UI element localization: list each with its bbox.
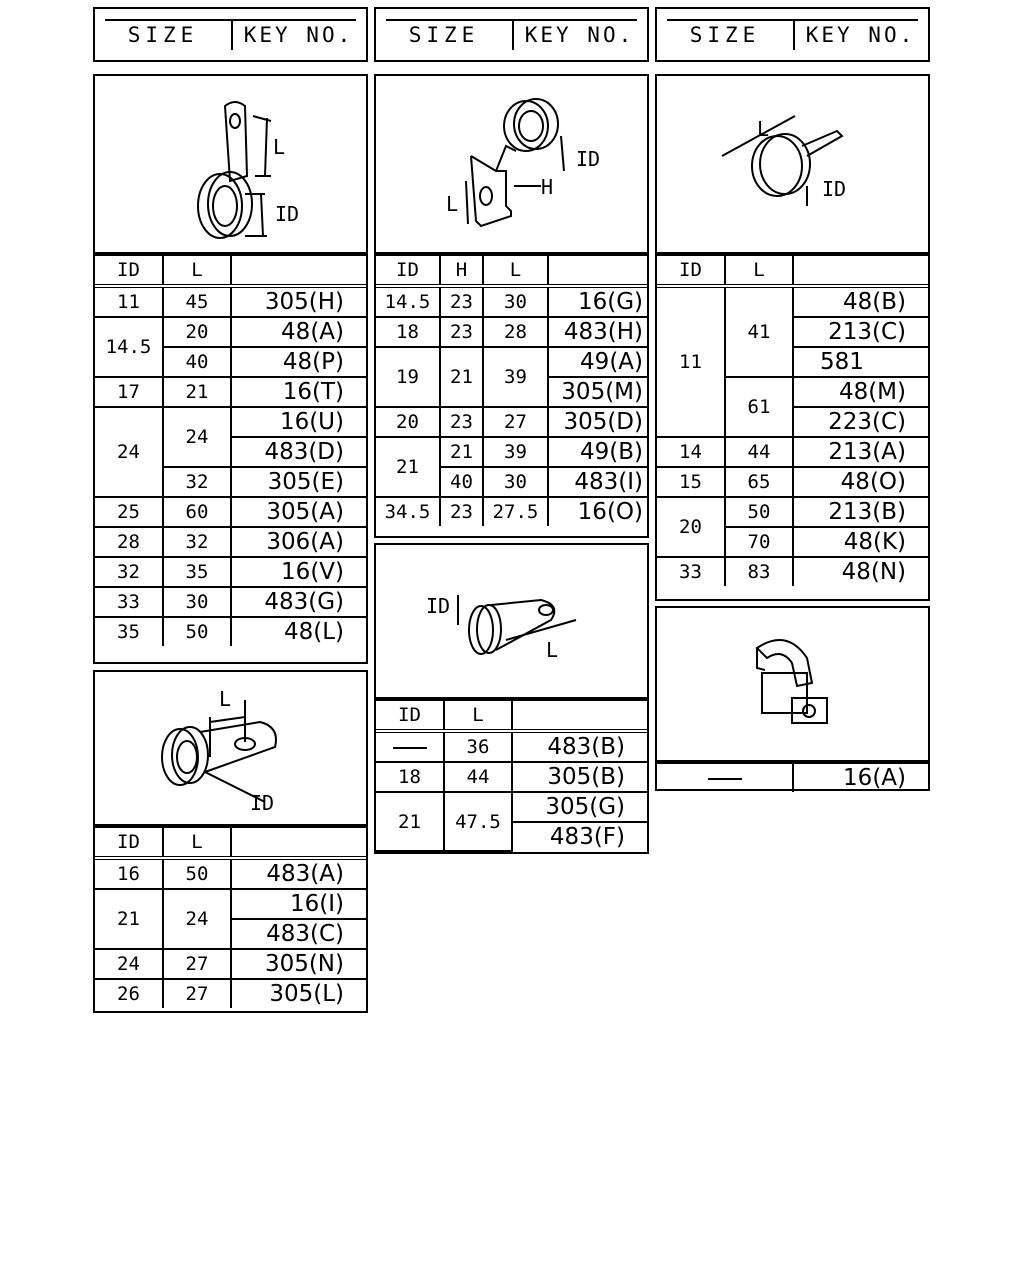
clamp-bracket-drawing — [376, 76, 647, 254]
key-label: KEY NO. — [243, 23, 354, 47]
key-no: 48(K) — [793, 527, 928, 557]
clamp-bracket-icon — [376, 76, 647, 252]
table-cell: 28 — [483, 317, 548, 347]
table-cell: 32 — [163, 467, 231, 497]
key-no: 49(B) — [548, 437, 647, 467]
table-cell: 32 — [95, 557, 163, 587]
col-l: L — [725, 255, 793, 286]
table-cell: 50 — [163, 617, 231, 646]
key-no: 305(A) — [231, 497, 366, 527]
key-no: 483(A) — [231, 858, 366, 889]
key-no: 483(B) — [512, 731, 647, 762]
table-cell: 19 — [376, 347, 440, 407]
table-5 — [376, 699, 647, 852]
col-id: ID — [376, 700, 444, 731]
col-key — [231, 827, 366, 858]
table-cell: 27 — [163, 949, 231, 979]
key-no: 48(N) — [793, 557, 928, 586]
table-cell: 23 — [440, 286, 483, 317]
clamp-band-drawing — [657, 76, 928, 254]
col-l: L — [163, 827, 231, 858]
key-no: 223(C) — [793, 407, 928, 437]
table-cell: 35 — [95, 617, 163, 646]
key-no: 16(V) — [231, 557, 366, 587]
panel-clamp-eye — [93, 670, 368, 1013]
dim-id: ID — [275, 202, 300, 226]
clamp-band-icon — [657, 76, 928, 252]
table-cell: 16 — [95, 858, 163, 889]
table-cell: 45 — [163, 286, 231, 317]
table-cell: 21 — [95, 889, 163, 949]
col-id: ID — [95, 827, 163, 858]
key-no: 483(I) — [548, 467, 647, 497]
table-cell: 30 — [163, 587, 231, 617]
table-cell: 24 — [163, 889, 231, 949]
table-cell: 25 — [95, 497, 163, 527]
table-cell: 24 — [163, 407, 231, 467]
table-cell: 33 — [657, 557, 725, 586]
clamp-tab-icon — [95, 76, 366, 252]
table-cell: 30 — [483, 467, 548, 497]
key-no: 48(B) — [793, 286, 928, 317]
col-key — [548, 255, 647, 286]
clamp-loop-drawing — [376, 545, 647, 699]
key-no: 16(A) — [793, 763, 928, 792]
header-box-3 — [655, 7, 930, 62]
dim-id: ID — [250, 791, 275, 815]
table-cell: 27.5 — [483, 497, 548, 526]
key-no: 305(M) — [548, 377, 647, 407]
table-cell: 61 — [725, 377, 793, 437]
clamp-eye-drawing — [95, 672, 366, 826]
key-no: 305(L) — [231, 979, 366, 1008]
table-cell: 23 — [440, 407, 483, 437]
table-cell: 70 — [725, 527, 793, 557]
dim-id: ID — [576, 147, 601, 171]
key-no: 306(A) — [231, 527, 366, 557]
table-cell: 33 — [95, 587, 163, 617]
dim-l: L — [757, 117, 770, 141]
col-id: ID — [376, 255, 440, 286]
table-cell: 14 — [657, 437, 725, 467]
dim-l: L — [446, 192, 459, 216]
size-label: SIZE — [689, 23, 761, 47]
key-no: 213(B) — [793, 497, 928, 527]
table-cell: 18 — [376, 762, 444, 792]
table-cell: 40 — [440, 467, 483, 497]
table-2 — [376, 254, 647, 526]
col-id: ID — [657, 255, 725, 286]
key-no: 16(U) — [231, 407, 366, 437]
col-l: L — [444, 700, 512, 731]
table-cell: 14.5 — [376, 286, 440, 317]
table-cell: 50 — [163, 858, 231, 889]
table-cell: 26 — [95, 979, 163, 1008]
clip-connector-icon — [657, 608, 928, 760]
dash-cell — [657, 763, 793, 792]
table-cell: 15 — [657, 467, 725, 497]
key-no: 213(C) — [793, 317, 928, 347]
key-no: 483(G) — [231, 587, 366, 617]
clamp-loop-icon — [376, 545, 647, 697]
panel-clamp-band — [655, 74, 930, 601]
table-cell: 24 — [95, 407, 163, 497]
key-no: 213(A) — [793, 437, 928, 467]
table-6 — [657, 762, 928, 792]
table-cell: 14.5 — [95, 317, 163, 377]
key-no: 48(M) — [793, 377, 928, 407]
dash-cell — [376, 731, 444, 762]
col-key — [231, 255, 366, 286]
key-no: 48(O) — [793, 467, 928, 497]
key-label: KEY NO. — [805, 23, 916, 47]
dim-id: ID — [822, 177, 847, 201]
key-no: 305(B) — [512, 762, 647, 792]
col-key — [793, 255, 928, 286]
key-no: 16(T) — [231, 377, 366, 407]
table-cell: 21 — [440, 437, 483, 467]
dim-l: L — [546, 638, 559, 662]
table-cell: 34.5 — [376, 497, 440, 526]
table-1 — [95, 254, 366, 646]
key-no: 16(G) — [548, 286, 647, 317]
table-cell: 28 — [95, 527, 163, 557]
size-label: SIZE — [408, 23, 480, 47]
table-cell: 20 — [376, 407, 440, 437]
col-id: ID — [95, 255, 163, 286]
table-cell: 23 — [440, 497, 483, 526]
table-cell: 27 — [483, 407, 548, 437]
table-cell: 40 — [163, 347, 231, 377]
table-4 — [95, 826, 366, 1008]
table-cell: 11 — [657, 286, 725, 437]
table-cell: 39 — [483, 437, 548, 467]
panel-clamp-tab — [93, 74, 368, 664]
table-cell: 23 — [440, 317, 483, 347]
clamp-eye-icon — [95, 672, 366, 824]
col-h: H — [440, 255, 483, 286]
table-cell: 44 — [444, 762, 512, 792]
key-no: 48(A) — [231, 317, 366, 347]
key-no: 483(C) — [231, 919, 366, 949]
table-cell: 32 — [163, 527, 231, 557]
key-no: 16(I) — [231, 889, 366, 919]
table-cell: 44 — [725, 437, 793, 467]
table-cell: 11 — [95, 286, 163, 317]
key-no: 483(D) — [231, 437, 366, 467]
key-no: 581 — [793, 347, 928, 377]
table-cell: 41 — [725, 286, 793, 377]
table-cell: 27 — [163, 979, 231, 1008]
key-no: 16(O) — [548, 497, 647, 526]
key-no: 483(F) — [512, 822, 647, 851]
table-cell: 83 — [725, 557, 793, 586]
table-cell: 65 — [725, 467, 793, 497]
header-box-2 — [374, 7, 649, 62]
table-cell: 24 — [95, 949, 163, 979]
col-key — [512, 700, 647, 731]
key-no: 483(H) — [548, 317, 647, 347]
table-cell: 21 — [376, 792, 444, 851]
dim-id: ID — [426, 594, 451, 618]
key-no: 49(A) — [548, 347, 647, 377]
table-cell: 21 — [440, 347, 483, 407]
col-l: L — [163, 255, 231, 286]
key-no: 305(D) — [548, 407, 647, 437]
table-cell: 60 — [163, 497, 231, 527]
table-cell: 47.5 — [444, 792, 512, 851]
table-cell: 20 — [657, 497, 725, 557]
table-cell: 21 — [163, 377, 231, 407]
col-l: L — [483, 255, 548, 286]
panel-clamp-loop — [374, 543, 649, 854]
panel-clamp-bracket — [374, 74, 649, 538]
key-no: 305(N) — [231, 949, 366, 979]
table-cell: 36 — [444, 731, 512, 762]
key-no: 48(P) — [231, 347, 366, 377]
table-cell: 17 — [95, 377, 163, 407]
panel-clip-connector — [655, 606, 930, 791]
dim-h: H — [541, 175, 554, 199]
table-cell: 21 — [376, 437, 440, 497]
table-cell: 35 — [163, 557, 231, 587]
size-label: SIZE — [127, 23, 199, 47]
table-cell: 39 — [483, 347, 548, 407]
key-no: 48(L) — [231, 617, 366, 646]
key-label: KEY NO. — [524, 23, 635, 47]
table-cell: 30 — [483, 286, 548, 317]
table-3 — [657, 254, 928, 586]
header-box-1 — [93, 7, 368, 62]
clip-connector-drawing — [657, 608, 928, 762]
dim-l: L — [273, 135, 286, 159]
table-cell: 18 — [376, 317, 440, 347]
table-cell: 20 — [163, 317, 231, 347]
table-cell: 50 — [725, 497, 793, 527]
key-no: 305(H) — [231, 286, 366, 317]
key-no: 305(E) — [231, 467, 366, 497]
dim-l: L — [219, 687, 232, 711]
key-no: 305(G) — [512, 792, 647, 822]
clamp-tab-drawing — [95, 76, 366, 254]
